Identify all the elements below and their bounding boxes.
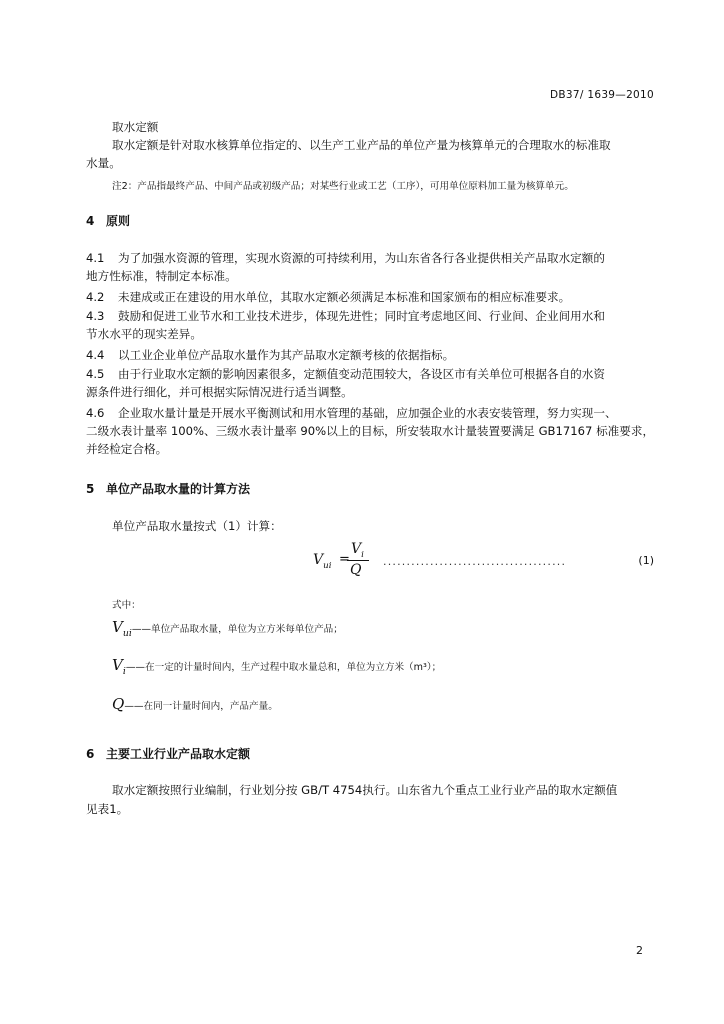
section-4-heading [86,212,130,229]
definition-q [112,694,278,713]
fraction-bar [347,560,369,561]
clause-4-1-line2: 地方性标准，特制定本标准。 [86,269,237,283]
formula-1 [313,541,658,581]
document-code: DB37/ 1639—2010 [550,89,654,101]
definition-vi [112,655,441,677]
clause-number: 4.5 [86,367,105,381]
page-number: 2 [636,944,643,957]
formula-lhs: $V_{ui}$ [313,552,332,571]
clause-number: 4.2 [86,290,105,304]
clause-4-5-line1 [86,365,605,383]
formula-equals: = [339,552,350,567]
clause-4-6-line3: 并经检定合格。 [86,442,168,456]
clause-text: 鼓励和促进工业节水和工业技术进步，体现先进性；同时宜考虑地区间、行业间、企业间用水和 [118,309,605,323]
clause-4-6-line1 [86,404,617,422]
formula-denominator: Q [350,562,362,578]
section-6-heading [86,745,250,762]
term-note: 注2：产品指最终产品、中间产品或初级产品；对某些行业或工艺（工序），可用单位原料加工量为核算单元。 [112,181,574,192]
clause-4-3-line2: 节水水平的现实差异。 [86,327,202,341]
where-label: 式中： [112,600,141,611]
clause-text: 企业取水量计量是开展水平衡测试和用水管理的基础，应加强企业的水表安装管理，努力实现一、 [118,406,617,420]
clause-text: 以工业企业单位产品取水量作为其产品取水定额考核的依据指标。 [118,348,455,362]
section-6-line1: 取水定额按照行业编制，行业划分按 GB/T 4754执行。山东省九个重点工业行业产品的取水定额值 [112,783,618,797]
section-4-title: 原则 [106,214,131,228]
clause-4-4 [86,346,454,364]
section-6-number: 6 [86,747,95,761]
clause-4-1-line1 [86,249,605,267]
clause-number: 4.4 [86,348,105,362]
definition-text: ——在同一计量时间内，产品产量。 [124,701,278,712]
definition-vui [112,617,343,639]
clause-text: 未建成或正在建设的用水单位，其取水定额必须满足本标准和国家颁布的相应标准要求。 [118,290,571,304]
clause-number: 4.1 [86,251,105,265]
section-6-line2: 见表1。 [86,802,129,816]
formula-intro: 单位产品取水量按式（1）计算： [112,519,282,533]
term-definition-line2: 水量。 [86,156,121,170]
definition-text: ——单位产品取水量，单位为立方米每单位产品； [131,624,343,635]
clause-number: 4.3 [86,309,105,323]
definition-text: ——在一定的计量时间内，生产过程中取水量总和，单位为立方米（m³）； [125,662,442,673]
clause-4-6-line2: 二级水表计量率 100%、三级水表计量率 90%以上的目标，所安装取水计量装置要满足 GB17167 标准要求， [86,424,655,438]
definition-symbol: Q [112,695,125,713]
clause-4-2 [86,288,570,306]
section-4-number: 4 [86,214,95,228]
definition-symbol: $V_{ui}$ [112,618,132,639]
clause-text: 为了加强水资源的管理，实现水资源的可持续利用，为山东省各行各业提供相关产品取水定额的 [118,251,605,265]
section-5-title: 单位产品取水量的计算方法 [106,482,251,496]
clause-4-5-line2: 源条件进行细化，并可根据实际情况进行适当调整。 [86,385,353,399]
clause-text: 由于行业取水定额的影响因素很多，定额值变动范围较大，各设区市有关单位可根据各自的水资 [118,367,605,381]
definition-symbol: $V_i$ [112,656,126,677]
term-definition-line1: 取水定额是针对取水核算单位指定的、以生产工业产品的单位产量为核算单元的合理取水的标准取 [112,138,611,152]
section-5-heading [86,480,250,497]
section-6-title: 主要工业行业产品取水定额 [106,747,251,761]
formula-numerator: $V_i$ [351,541,364,560]
section-5-number: 5 [86,482,95,496]
clause-4-3-line1 [86,307,605,325]
term-title: 取水定额 [112,120,159,134]
formula-number: (1) [638,554,654,567]
formula-leader-dots: ....................................... [383,555,567,568]
clause-number: 4.6 [86,406,105,420]
